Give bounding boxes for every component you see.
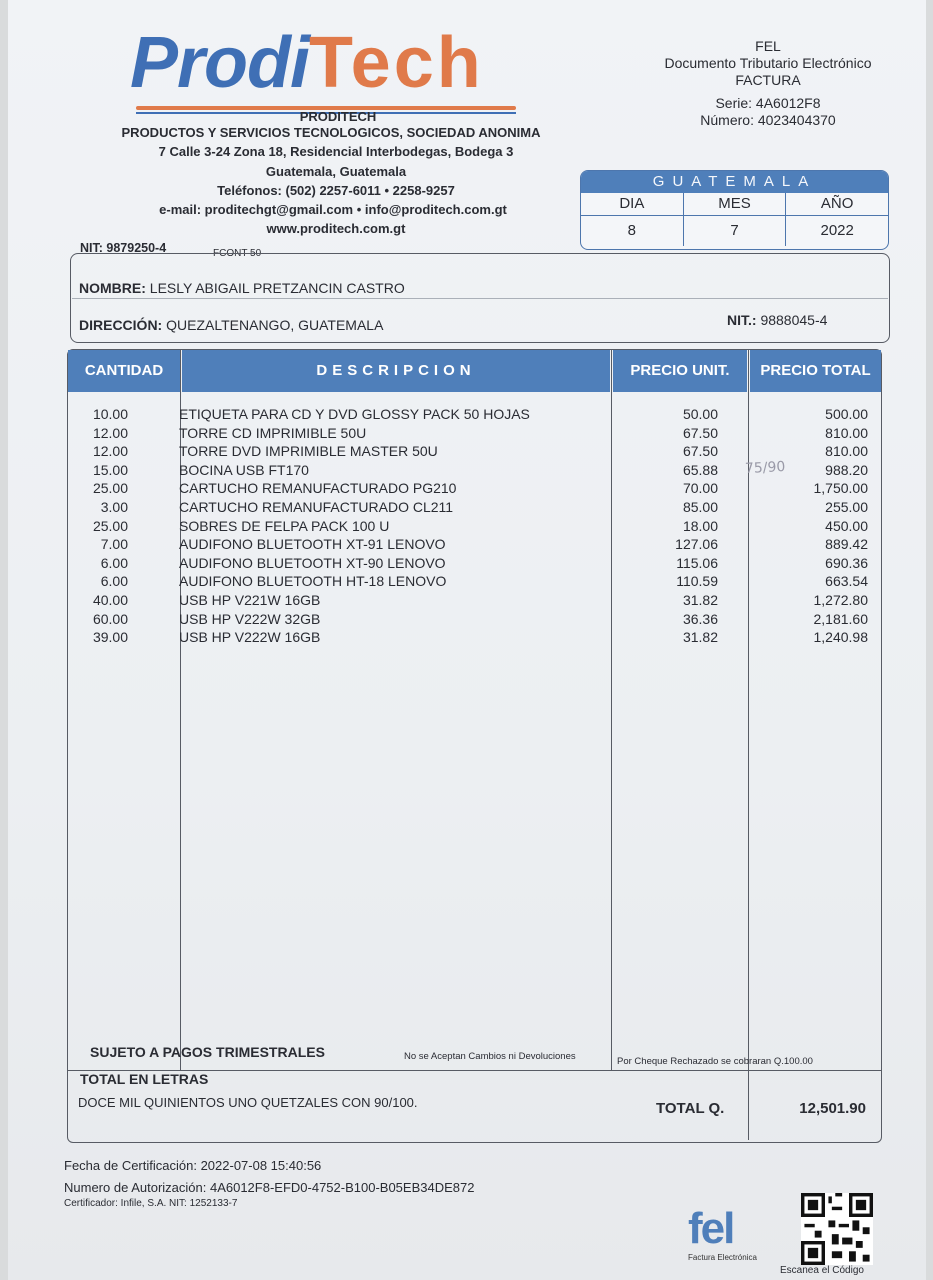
row-precio-unit: 127.06 [675,536,718,553]
row-precio-unit: 110.59 [676,573,718,590]
header-precio-unit: PRECIO UNIT. [613,350,747,392]
row-descripcion: CARTUCHO REMANUFACTURADO CL211 [179,498,454,515]
row-precio-total: 255.00 [825,498,868,515]
row-descripcion: TORRE CD IMPRIMIBLE 50U [179,424,367,441]
row-cantidad: 6.00 [100,573,128,590]
row-descripcion: ETIQUETA PARA CD Y DVD GLOSSY PACK 50 HOJAS [179,406,530,422]
client-name: LESLY ABIGAIL PRETZANCIN CASTRO [149,280,405,296]
row-precio-unit: 50.00 [682,406,718,422]
row-cantidad: 10.00 [92,406,128,422]
row-precio-unit: 115.06 [676,554,718,571]
company-full-name: PRODUCTOS Y SERVICIOS TECNOLOGICOS, SOCIEDAD ANONIMA [121,125,541,140]
row-precio-unit: 36.36 [682,610,718,627]
fel-serie: Serie: 4A6012F8 [715,95,821,111]
fel-logo [688,1205,798,1262]
row-precio-total: 690.36 [825,554,868,571]
row-descripcion: CARTUCHO REMANUFACTURADO PG210 [179,480,457,497]
company-short-name: PRODITECH [299,109,377,124]
col-precio-total [778,405,868,647]
client-name-label: NOMBRE: [79,280,146,296]
sujeto-pagos: SUJETO A PAGOS TRIMESTRALES [90,1044,325,1060]
row-precio-total: 2,181.60 [813,610,868,627]
client-address-row [79,317,383,333]
row-descripcion: SOBRES DE FELPA PACK 100 U [179,517,390,534]
row-precio-total: 988.20 [825,461,868,478]
total-letras-label: TOTAL EN LETRAS [80,1071,209,1087]
fcont-label: FCONT 50 [213,248,262,259]
total-letras: DOCE MIL QUINIENTOS UNO QUETZALES CON 90/100. [78,1095,418,1110]
date-box-title: GUATEMALA [581,171,888,193]
company-phones: Teléfonos: (502) 2257-6011 • 2258-9257 [217,183,455,198]
row-cantidad: 12.00 [92,424,128,441]
row-descripcion: USB HP V221W 16GB [179,591,321,608]
header-cantidad: CANTIDAD [68,350,180,392]
row-precio-total: 1,750.00 [813,480,868,497]
row-descripcion: BOCINA USB FT170 [179,461,309,478]
row-precio-unit: 67.50 [682,424,718,441]
client-address-label: DIRECCIÓN: [79,317,163,333]
fel-doc-type: FACTURA [735,72,801,88]
total-label: TOTAL Q. [656,1100,725,1117]
qr-code [801,1193,873,1265]
day-label: DIA [581,193,684,216]
client-nit-label: NIT.: [727,312,757,328]
row-precio-unit: 65.88 [682,461,718,478]
company-web: www.proditech.com.gt [266,221,406,236]
proditech-logo [130,22,530,112]
total-value: 12,501.90 [799,1100,866,1117]
row-cantidad: 15.00 [92,461,128,478]
row-precio-unit: 85.00 [682,498,718,515]
row-precio-total: 450.00 [825,517,868,534]
company-nit: NIT: 9879250-4 [80,241,167,255]
row-cantidad: 25.00 [92,480,128,497]
col-precio-unit [628,405,718,647]
invoice-paper [8,0,926,1280]
header-precio-total: PRECIO TOTAL [750,350,881,392]
row-precio-total: 663.54 [825,573,868,590]
row-descripcion: AUDIFONO BLUETOOTH XT-91 LENOVO [179,536,446,553]
year-label: AÑO [786,193,888,216]
row-precio-unit: 70.00 [682,480,718,497]
cert-fecha: Fecha de Certificación: 2022-07-08 15:40:56 [64,1158,322,1173]
row-precio-total: 1,272.80 [813,591,868,608]
month-value: 7 [684,216,787,246]
row-precio-total: 1,240.98 [813,629,868,646]
row-cantidad: 60.00 [92,610,128,627]
row-descripcion: USB HP V222W 16GB [179,629,321,646]
row-cantidad: 7.00 [100,536,128,553]
date-box [580,170,889,250]
client-name-row [79,280,405,296]
logo-wordmark: ProdiTech [130,23,484,103]
cert-certificador: Certificador: Infile, S.A. NIT: 1252133-7 [64,1198,238,1209]
client-address: QUEZALTENANGO, GUATEMALA [166,317,384,333]
month-label: MES [684,193,787,216]
row-precio-unit: 31.82 [682,591,718,608]
header-descripcion: DESCRIPCION [182,350,610,392]
fel-numero: Número: 4023404370 [700,112,836,128]
row-cantidad: 12.00 [92,443,128,460]
fel-subtitle: Documento Tributario Electrónico [664,55,872,71]
company-address: 7 Calle 3-24 Zona 18, Residencial Interbodegas, Bodega 3 [158,144,514,159]
client-nit-row [727,312,827,328]
row-precio-unit: 67.50 [682,443,718,460]
scan-caption: Escanea el Código [780,1265,864,1276]
row-descripcion: AUDIFONO BLUETOOTH XT-90 LENOVO [179,554,446,571]
row-precio-unit: 18.00 [682,517,718,534]
year-value: 2022 [820,222,854,239]
row-descripcion: TORRE DVD IMPRIMIBLE MASTER 50U [179,443,438,460]
row-cantidad: 40.00 [92,591,128,608]
row-precio-total: 810.00 [825,443,868,460]
company-email: e-mail: proditechgt@gmail.com • info@proditech.com.gt [159,202,507,217]
cert-autorizacion: Numero de Autorización: 4A6012F8-EFD0-4752-B100-B05EB34DE872 [64,1180,475,1195]
row-descripcion: AUDIFONO BLUETOOTH HT-18 LENOVO [179,573,447,590]
col-descripcion [179,405,599,647]
company-city: Guatemala, Guatemala [265,164,407,179]
handwritten-note: 75/90 [744,458,786,478]
row-cantidad: 39.00 [92,629,128,646]
client-nit: 9888045-4 [760,312,828,328]
row-cantidad: 6.00 [100,554,128,571]
qr-code-icon [801,1193,873,1265]
no-cambios-note: No se Aceptan Cambios ni Devoluciones [404,1051,576,1062]
col-cantidad [68,405,128,647]
row-precio-total: 810.00 [825,424,868,441]
row-precio-unit: 31.82 [682,629,718,646]
fel-title: FEL [755,38,781,54]
row-descripcion: USB HP V222W 32GB [179,610,321,627]
day-value: 8 [581,216,684,246]
row-precio-total: 500.00 [825,406,868,422]
fel-logo-text: fel [688,1204,734,1253]
client-box [70,253,890,343]
cheque-note: Por Cheque Rechazado se cobraran Q.100.00 [617,1056,813,1067]
row-precio-total: 889.42 [825,536,868,553]
fel-block [648,38,888,129]
fel-caption: Factura Electrónica [688,1253,757,1262]
row-cantidad: 25.00 [92,517,128,534]
row-cantidad: 3.00 [100,498,128,515]
